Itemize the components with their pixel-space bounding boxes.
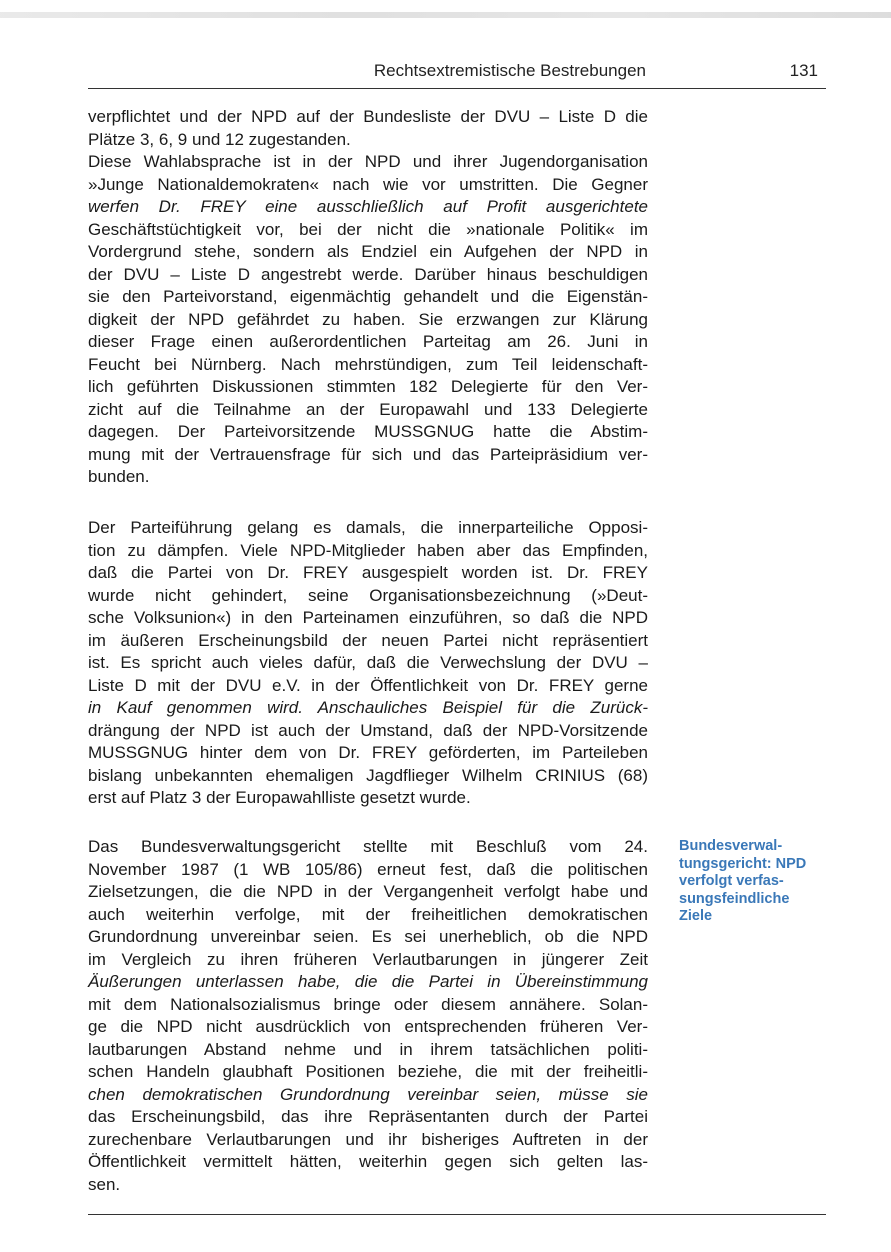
text-line: sie den Parteivorstand, eigenmächtig gehandelt und die Eigenstän- <box>88 287 648 306</box>
text-line: erst auf Platz 3 der Europawahlliste gesetzt wurde. <box>88 788 471 807</box>
text-line: lautbarungen Abstand nehme und in ihrem tatsächlichen politi- <box>88 1039 648 1059</box>
text-line: sche Volksunion«) in den Parteinamen einzuführen, so daß die NPD <box>88 608 648 627</box>
text-line: Öffentlichkeit vermittelt hätten, weiterhin gegen sich gelten las- <box>88 1152 648 1171</box>
scan-edge-shadow <box>0 12 891 18</box>
text-line: werfen Dr. FREY eine ausschließlich auf Profit ausgerichtete <box>88 197 648 216</box>
text-line: im Vergleich zu ihren früheren Verlautbarungen in jüngerer Zeit <box>88 949 648 969</box>
footer-rule <box>88 1214 826 1215</box>
paragraph-2 <box>88 517 648 810</box>
text-line: der DVU – Liste D angestrebt werde. Darüber hinaus beschuldigen <box>88 264 648 284</box>
text-line: Diese Wahlabsprache ist in der NPD und ihrer Jugendorganisation <box>88 152 648 171</box>
text-line: Das Bundesverwaltungsgericht stellte mit Beschluß vom 24. <box>88 837 648 856</box>
header-rule <box>88 88 826 89</box>
text-line: Liste D mit der DVU e.V. in der Öffentlichkeit von Dr. FREY gerne <box>88 675 648 695</box>
running-header-title: Rechtsextremistische Bestrebungen <box>373 61 646 80</box>
text-line: dagegen. Der Parteivorsitzende MUSSGNUG hatte die Abstim- <box>88 422 648 441</box>
text-line: ge die NPD nicht ausdrücklich von entsprechenden früheren Ver- <box>88 1017 648 1036</box>
text-line: MUSSGNUG hinter dem von Dr. FREY geförderten, im Parteileben <box>88 743 648 762</box>
margin-note-line: tungsgericht: NPD <box>679 855 807 872</box>
page-header <box>88 56 826 92</box>
text-line: Zielsetzungen, die die NPD in der Vergangenheit verfolgt habe und <box>88 882 648 901</box>
margin-note-line: sungsfeindliche <box>679 890 790 907</box>
paragraph-3 <box>88 836 648 1196</box>
text-line: dieser Frage einen außerordentlichen Parteitag am 26. Juni in <box>88 332 648 351</box>
text-line: mit dem Nationalsozialismus bringe oder diesem annähere. Solan- <box>88 994 648 1014</box>
text-line: Äußerungen unterlassen habe, die die Partei in Übereinstimmung <box>88 972 648 991</box>
text-line: zicht auf die Teilnahme an der Europawahl und 133 Delegierte <box>88 399 648 419</box>
text-line: in Kauf genommen wird. Anschauliches Beispiel für die Zurück- <box>88 698 648 717</box>
text-line: Vordergrund stehe, sondern als Endziel ein Aufgehen der NPD in <box>88 242 648 261</box>
margin-note-line: Bundesverwal- <box>679 838 783 854</box>
text-line: »Junge Nationaldemokraten« nach wie vor umstritten. Die Gegner <box>88 174 648 194</box>
text-line: verpflichtet und der NPD auf der Bundesliste der DVU – Liste D die <box>88 107 648 126</box>
text-line: im äußeren Erscheinungsbild der neuen Partei nicht repräsentiert <box>88 630 648 650</box>
text-line: sen. <box>88 1174 121 1194</box>
text-line: bunden. <box>88 467 150 486</box>
text-line: chen demokratischen Grundordnung vereinbar seien, müsse sie <box>88 1084 648 1104</box>
text-line: das Erscheinungsbild, das ihre Repräsentanten durch der Partei <box>88 1107 648 1126</box>
text-line: November 1987 (1 WB 105/86) erneut fest, daß die politischen <box>88 859 648 879</box>
margin-note-line: verfolgt verfas- <box>679 873 784 889</box>
text-line: mung mit der Vertrauensfrage für sich und das Parteipräsidium ver- <box>88 444 648 464</box>
text-line: Geschäftstüchtigkeit vor, bei der nicht die »nationale Politik« im <box>88 219 648 239</box>
margin-note <box>679 838 829 926</box>
text-line: ist. Es spricht auch vieles dafür, daß die Verwechslung der DVU – <box>88 653 648 672</box>
text-line: Grundordnung unvereinbar seien. Es sei unerheblich, ob die NPD <box>88 927 648 946</box>
text-line: Plätze 3, 6, 9 und 12 zugestanden. <box>88 129 351 149</box>
text-line: schen Handeln glaubhaft Positionen beziehe, die mit der freiheitli- <box>88 1062 648 1081</box>
text-line: daß die Partei von Dr. FREY ausgespielt worden ist. Dr. FREY <box>88 563 648 582</box>
text-line: drängung der NPD ist auch der Umstand, daß der NPD-Vorsitzende <box>88 720 648 740</box>
text-line: Feucht bei Nürnberg. Nach mehrstündigen, zum Teil leidenschaft- <box>88 354 648 374</box>
text-line: auch weiterhin verfolge, mit der freiheitlichen demokratischen <box>88 904 648 924</box>
paragraph-1 <box>88 106 648 489</box>
margin-note-line: Ziele <box>679 908 713 924</box>
text-line: wurde nicht gehindert, seine Organisationsbezeichnung (»Deut- <box>88 585 648 605</box>
text-line: lich geführten Diskussionen stimmten 182 Delegierte für den Ver- <box>88 377 648 396</box>
text-line: zurechenbare Verlautbarungen und ihr bisheriges Auftreten in der <box>88 1129 648 1149</box>
text-line: digkeit der NPD gefährdet zu haben. Sie erzwangen zur Klärung <box>88 309 648 329</box>
text-line: bislang unbekannten ehemaligen Jagdflieger Wilhelm CRINIUS (68) <box>88 765 648 785</box>
text-line: Der Parteiführung gelang es damals, die innerparteiliche Opposi- <box>88 518 648 537</box>
page-number: 131 <box>789 61 818 80</box>
text-line: tion zu dämpfen. Viele NPD-Mitglieder haben aber das Empfinden, <box>88 540 648 560</box>
